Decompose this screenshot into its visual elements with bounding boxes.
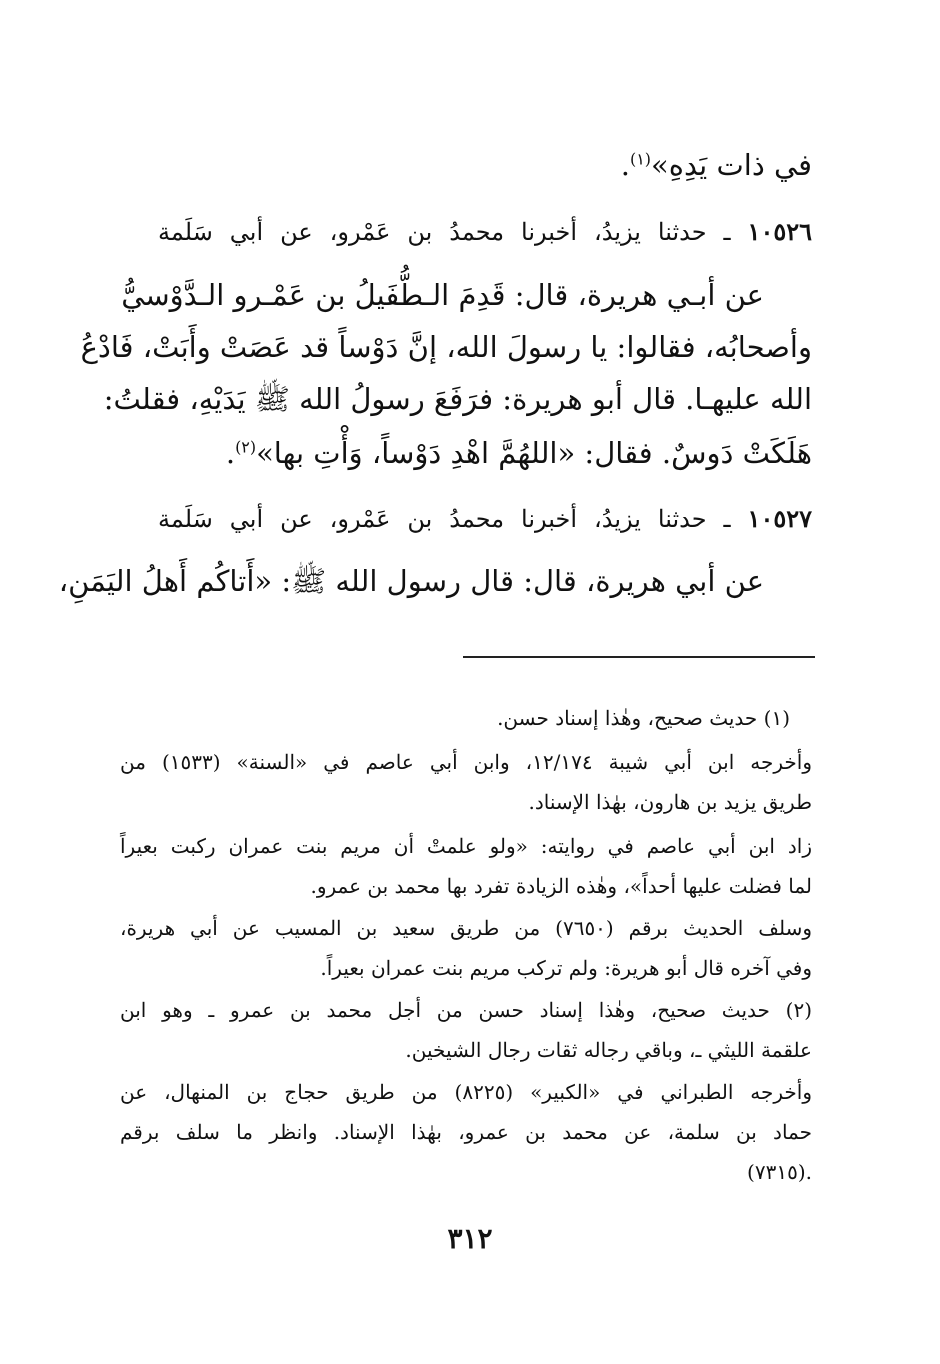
hadith-10526-line-2-text: وأصحابُه، فقالوا: يا رسولَ الله، إنَّ دَوْساً قد عَصَتْ وأَبَتْ، فَادْعُ — [80, 330, 812, 364]
footnote-2-para2-line-3 — [747, 1160, 812, 1184]
footnote-1-marker: (١) — [763, 706, 790, 730]
footnote-ref-1[interactable]: (١) — [630, 149, 652, 169]
footnote-1-line-1-text: حديث صحيح، وهٰذا إسناد حسن. — [497, 706, 764, 730]
hadith-10526-line-3 — [103, 382, 812, 417]
hadith-10526-header — [158, 218, 812, 247]
footnote-1-para3-line-1 — [120, 834, 812, 858]
footnote-2-line-2 — [405, 1038, 812, 1062]
footnote-1-para2-line-1 — [120, 750, 812, 774]
footnote-1-para4-line-1 — [120, 916, 812, 940]
hadith-10527-line-1-text: عن أبي هريرة، قال: قال رسول الله ﷺ: «أَتاكُم أَهلُ اليَمَنِ، — [58, 564, 764, 598]
hadith-10527-header — [158, 505, 812, 534]
hadith-10526-line-4-text: هَلَكَتْ دَوسٌ. فقال: «اللهُمَّ اهْدِ دَوْساً، وَأْتِ بها» — [256, 436, 812, 470]
footnote-2-para2-line-2-text: حماد بن سلمة، عن محمد بن عمرو، بهٰذا الإسناد. وانظر ما سلف برقم — [120, 1120, 812, 1144]
footnote-1-para2-line-2 — [529, 790, 813, 814]
footnote-1-para3-line-1-text: زاد ابن أبي عاصم في روايته: «ولو علمتْ أن مريم بنت عمران ركبت بعيراً — [120, 834, 812, 858]
footnote-1-line-1 — [497, 706, 790, 730]
footnote-1-para4-line-1-text: وسلف الحديث برقم (٧٦٥٠) من طريق سعيد بن المسيب عن أبي هريرة، — [120, 916, 813, 940]
hadith-10526-line-3-text: الله عليهـا. قال أبو هريرة: فرَفَعَ رسولُ الله ﷺ يَدَيْهِ، فقلتُ: — [103, 382, 812, 416]
hadith-number-10527: ١٠٥٢٧ — [747, 504, 812, 533]
page-number: ٣١٢ — [447, 1222, 493, 1255]
hadith-10527-isnad: ـ حدثنا يزيدُ، أخبرنا محمدُ بن عَمْرو، عن أبي سَلَمة — [158, 505, 748, 533]
footnote-2-para2-line-1-text: وأخرجه الطبراني في «الكبير» (٨٢٢٥) من طريق حجاج بن المنهال، عن — [120, 1080, 813, 1104]
footnote-separator — [463, 656, 815, 658]
footnote-2-line-2-text: علقمة الليثي ـ، وباقي رجاله ثقات رجال الشيخين. — [405, 1038, 812, 1062]
footnote-1-para3-line-2-text: لما فضلت عليها أحداً»، وهٰذه الزيادة تفرد بها محمد بن عمرو. — [310, 874, 812, 898]
footnote-ref-2[interactable]: (٢) — [235, 437, 257, 457]
footnote-1-para3-line-2 — [311, 874, 813, 898]
footnote-2-para2-line-2 — [120, 1120, 812, 1144]
hadith-10526-line-1 — [121, 278, 764, 313]
hadith-number-10526: ١٠٥٢٦ — [747, 217, 812, 246]
hadith-10527-line-1 — [59, 564, 764, 599]
hadith-10526-line-2 — [80, 330, 812, 365]
footnote-1-para2-line-2-text: طريق يزيد بن هارون، بهٰذا الإسناد. — [528, 790, 812, 814]
footnote-2-line-1-text: (٢) حديث صحيح، وهٰذا إسناد حسن من أجل محمد بن عمرو ـ وهو ابن — [120, 998, 812, 1022]
footnote-2-line-1 — [120, 998, 812, 1022]
footnote-2-para2-line-3-text: (٧٣١٥). — [747, 1160, 812, 1184]
footnote-2-para2-line-1 — [120, 1080, 812, 1104]
footnote-1-para4-line-2-text: وفي آخره قال أبو هريرة: ولم تركب مريم بنت عمران بعيراً. — [320, 956, 812, 980]
main-line-1: في ذات يَدِهِ»$^{(١)}$. — [620, 148, 812, 182]
footnote-1-para4-line-2 — [320, 956, 812, 980]
footnote-1-para2-line-1-text: وأخرجه ابن أبي شيبة ١٢/١٧٤، وابن أبي عاصم في «السنة» (١٥٣٣) من — [120, 750, 812, 774]
hadith-10526-isnad: ـ حدثنا يزيدُ، أخبرنا محمدُ بن عَمْرو، عن أبي سَلَمة — [158, 218, 748, 246]
main-line-1-text: في ذات يَدِهِ» — [651, 148, 812, 182]
hadith-10526-line-4: هَلَكَتْ دَوسٌ. فقال: «اللهُمَّ اهْدِ دَوْساً، وَأْتِ بها»$^{(٢)}$. — [225, 436, 812, 470]
hadith-10526-line-1-text: عن أبـي هريرة، قال: قَدِمَ الـطُّفَيلُ بن عَمْـرو الـدَّوْسيُّ — [121, 278, 764, 312]
